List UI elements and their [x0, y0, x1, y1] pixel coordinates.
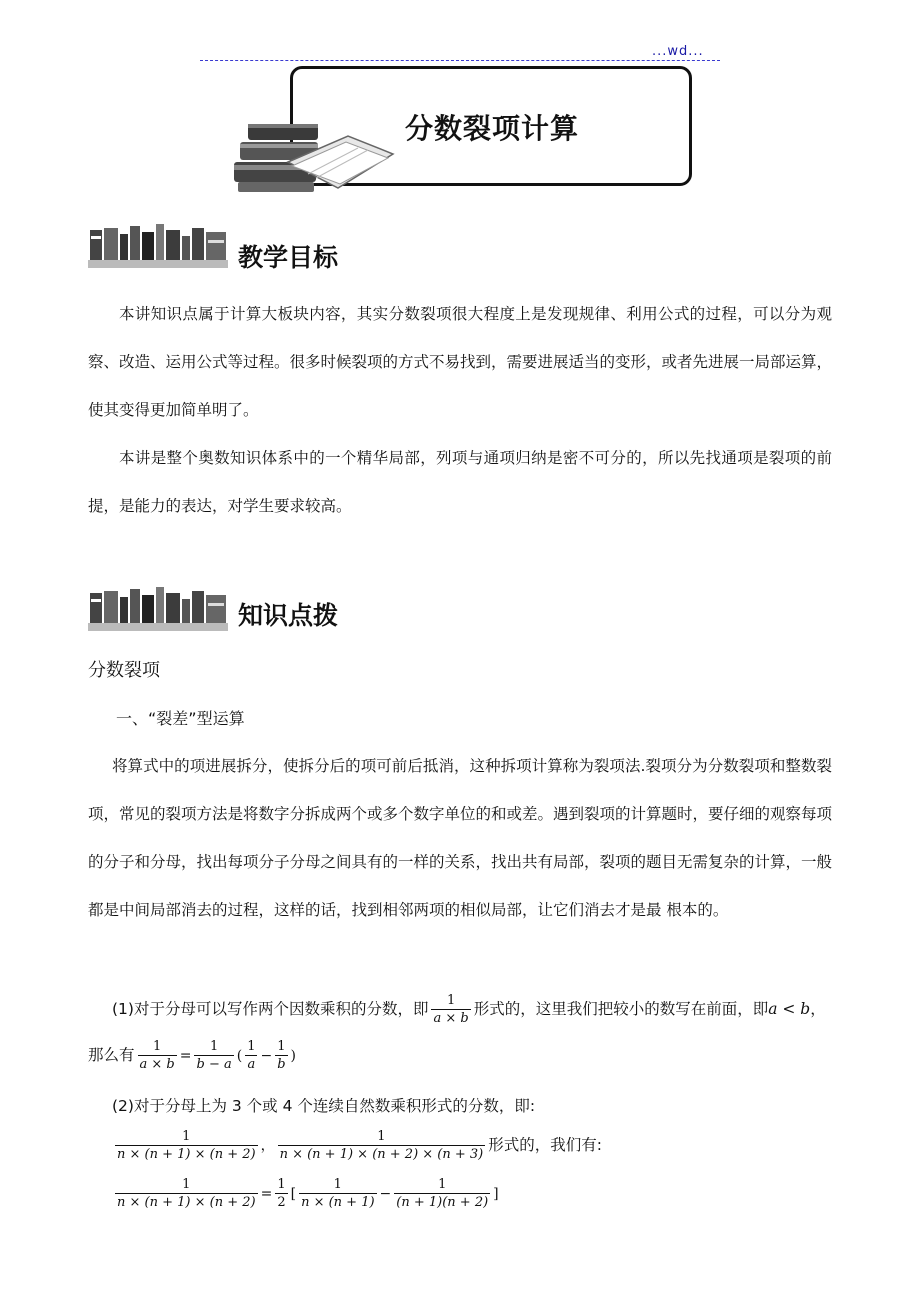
fraction-formula-lhs: $\frac{1}{n \times (n + 1) \times (n + 2)}$ — [117, 1177, 256, 1210]
item1-line2: 那么有 $\frac{1}{a \times b}$ = $\frac{1}{b - a}$ ( $\frac{1}{a}$ − $\frac{1}{b}$ ) — [88, 1039, 296, 1072]
page-title: 分数裂项计算 — [404, 112, 579, 145]
books-icon — [228, 110, 398, 200]
item1-prefix: (1)对于分母可以写作两个因数乘积的分数，即 — [112, 1000, 429, 1018]
header-dashed-line — [200, 60, 720, 61]
item2-formula: $\frac{1}{n \times (n + 1) \times (n + 2)}$ = $\frac{1}{2}$ [ $\frac{1}{n \times (n + 1)}$ − $\frac{1}{(n + 1)(n + 2)}$ ] — [117, 1177, 499, 1210]
knowledge-paragraph: 将算式中的项进展拆分，使拆分后的项可前后抵消，这种拆项计算称为裂项法.裂项分为分数裂项和整数裂项，常见的裂项方法是将数字分拆成两个或多个数字单位的和或差。遇到裂项的计算题时，要仔细的观察每项的分子和分母，找出每项分子分母之间具有的一样的关系，找出共有局部，裂项的题目无需复杂的计算，一般都是中间局部消去的过程，这样的话，找到相邻两项的相似局部，让它们消去才是最 根本的。 — [88, 757, 833, 919]
item2-line2: $\frac{1}{n \times (n + 1) \times (n + 2)}$ ， $\frac{1}{n \times (n + 1) \times (n + 2) \times (n + 3)}$ 形式的，我们有: — [117, 1129, 602, 1162]
fraction-1-over-ab: $\frac{1}{a \times b}$ — [433, 993, 469, 1026]
fraction-three-consecutive: $\frac{1}{n \times (n + 1) \times (n + 2)}$ — [117, 1129, 256, 1162]
item1-end: ， — [810, 1000, 826, 1018]
section-title-knowledge: 知识点拨 — [238, 601, 339, 630]
fraction-term-2: $\frac{1}{(n + 1)(n + 2)}$ — [396, 1177, 489, 1210]
goals-paragraph-2: 本讲是整个奥数知识体系中的一个精华局部，列项与通项归纳是密不可分的，所以先找通项是裂项的前提，是能力的表达，对学生要求较高。 — [88, 449, 832, 515]
fraction-one-half: $\frac{1}{2}$ — [277, 1177, 286, 1210]
item2-tail: 形式的，我们有: — [488, 1136, 602, 1154]
subsection-heading: 一、“裂差”型运算 — [116, 709, 245, 728]
header-mark: ...wd... — [652, 44, 704, 59]
item1-line2-prefix: 那么有 — [88, 1046, 135, 1064]
fraction-lhs: $\frac{1}{a \times b}$ — [139, 1039, 175, 1072]
section-title-goals: 教学目标 — [238, 243, 339, 272]
section-books-icon — [88, 585, 228, 631]
item2-text: (2)对于分母上为 3 个或 4 个连续自然数乘积形式的分数，即: — [112, 1097, 536, 1115]
fraction-term-1: $\frac{1}{n \times (n + 1)}$ — [301, 1177, 375, 1210]
subtitle-fraction-split: 分数裂项 — [88, 660, 160, 681]
fraction-1-over-a: $\frac{1}{a}$ — [247, 1039, 256, 1072]
goals-paragraph-1: 本讲知识点属于计算大板块内容，其实分数裂项很大程度上是发现规律、利用公式的过程，可以分为观察、改造、运用公式等过程。很多时候裂项的方式不易找到，需要进展适当的变形，或者先进展一局部运算，使其变得更加简单明了。 — [88, 305, 833, 419]
item1-mid: 形式的，这里我们把较小的数写在前面，即 — [473, 1000, 769, 1018]
fraction-1-over-b: $\frac{1}{b}$ — [277, 1039, 286, 1072]
section-books-icon — [88, 222, 228, 268]
item1-line1 — [112, 992, 826, 1027]
fraction-four-consecutive: $\frac{1}{n \times (n + 1) \times (n + 2) \times (n + 3)}$ — [279, 1129, 484, 1162]
fraction-coefficient: $\frac{1}{b - a}$ — [196, 1039, 232, 1072]
item1-condition: a < b — [768, 1000, 811, 1018]
